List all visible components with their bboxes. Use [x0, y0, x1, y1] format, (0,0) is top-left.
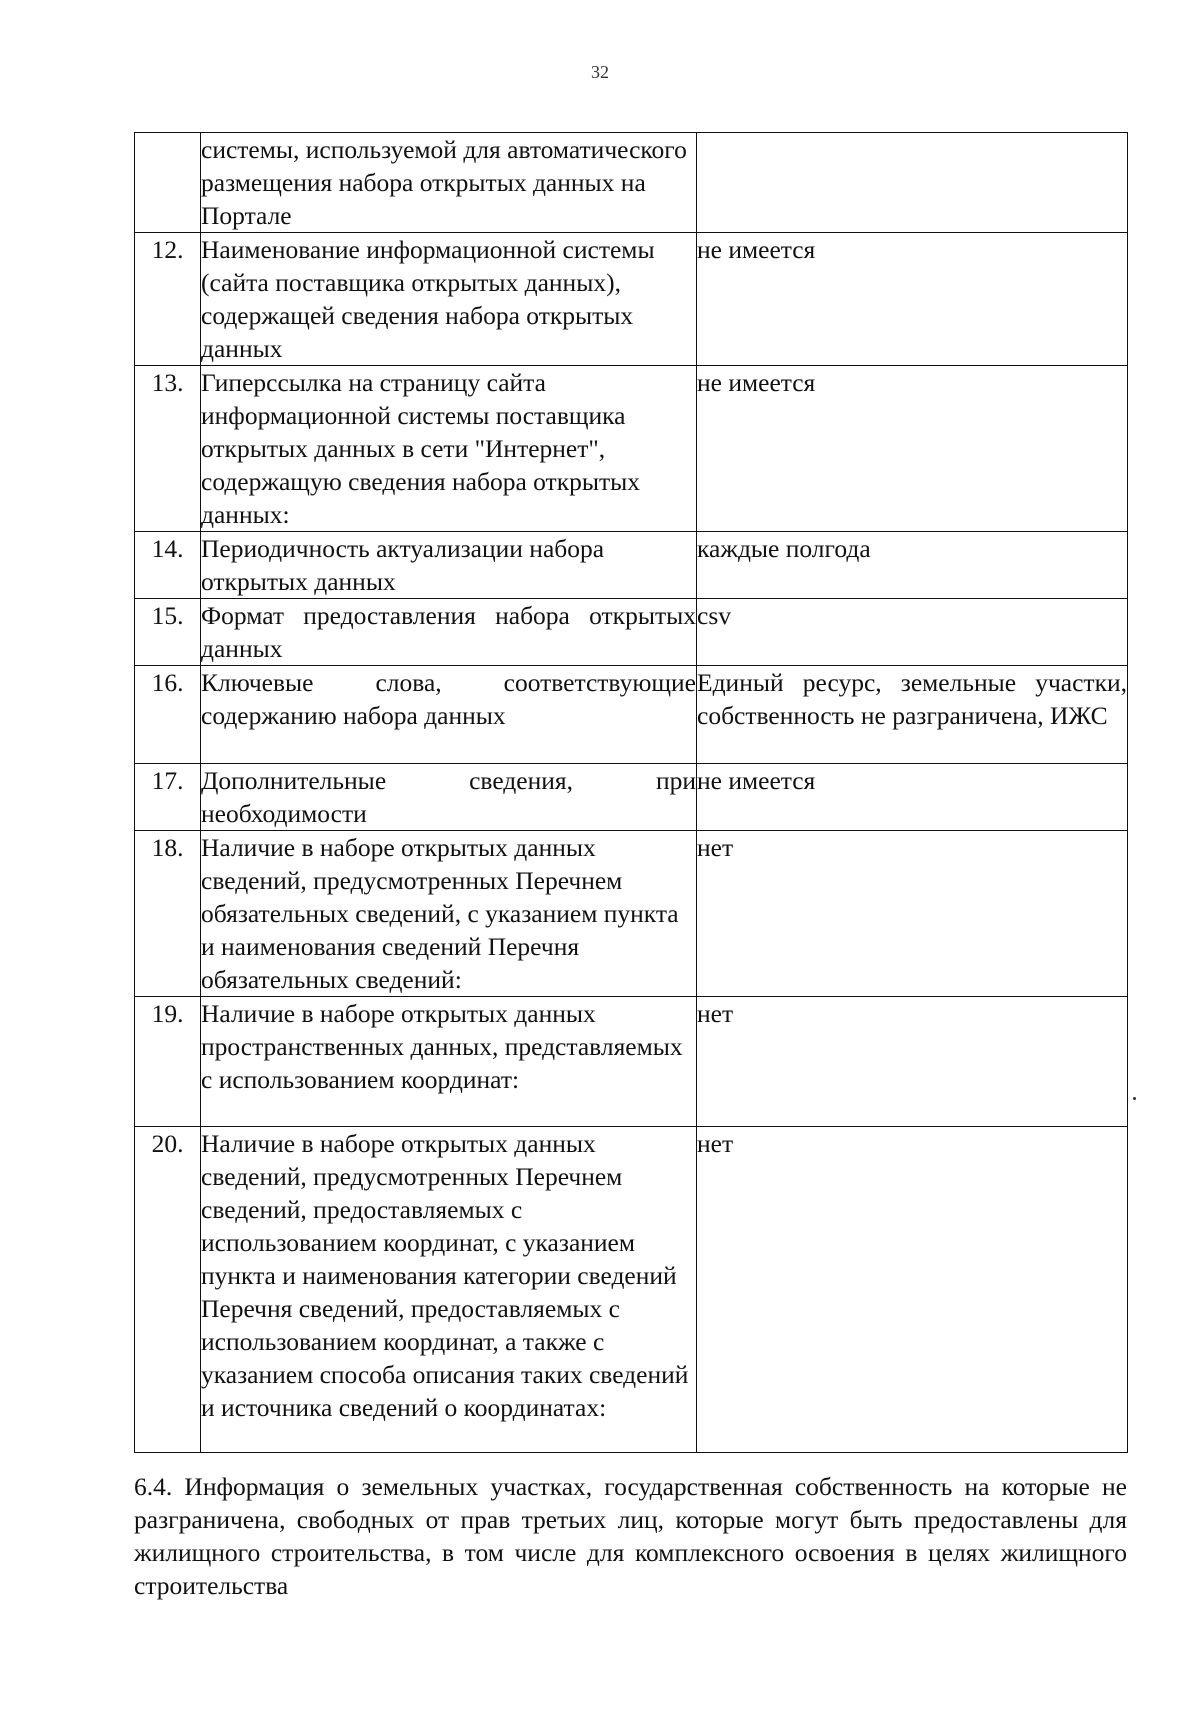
row-value: csv — [697, 599, 1128, 666]
row-number — [135, 133, 201, 233]
row-number: 20. — [135, 1127, 201, 1453]
table-row — [135, 133, 1128, 233]
table-row — [135, 831, 1128, 997]
row-value: не имеется — [697, 366, 1128, 532]
row-value — [697, 133, 1128, 233]
row-name: Формат предоставления набора открытых данных — [201, 599, 697, 666]
table-row — [135, 997, 1128, 1127]
row-value: не имеется — [697, 764, 1128, 831]
row-name: Гиперссылка на страницу сайта информационной системы поставщика открытых данных в сети "Интернет", содержащую сведения набора открытых данных: — [201, 366, 697, 532]
table-row — [135, 366, 1128, 532]
table-row — [135, 599, 1128, 666]
row-number: 13. — [135, 366, 201, 532]
table-row — [135, 666, 1128, 764]
row-name: Дополнительные сведения, при необходимости — [201, 764, 697, 831]
row-number: 19. — [135, 997, 201, 1127]
row-number: 12. — [135, 233, 201, 366]
table-row — [135, 1127, 1128, 1453]
row-number: 14. — [135, 532, 201, 599]
row-value: Единый ресурс, земельные участки, собственность не разграничена, ИЖС — [697, 666, 1128, 764]
table-row — [135, 233, 1128, 366]
row-name: Периодичность актуализации набора открытых данных — [201, 532, 697, 599]
row-number: 18. — [135, 831, 201, 997]
row-value: не имеется — [697, 233, 1128, 366]
dataset-passport-table — [134, 132, 1128, 1453]
row-number: 17. — [135, 764, 201, 831]
scan-speck — [1133, 1097, 1136, 1100]
row-value: нет — [697, 1127, 1128, 1453]
table-row — [135, 764, 1128, 831]
row-name: Наличие в наборе открытых данных пространственных данных, представляемых с использованием координат: — [201, 997, 697, 1127]
row-number: 15. — [135, 599, 201, 666]
page-number: 32 — [591, 62, 609, 82]
row-value: каждые полгода — [697, 532, 1128, 599]
row-name: Ключевые слова, соответствующие содержанию набора данных — [201, 666, 697, 764]
row-name: Наименование информационной системы (сайта поставщика открытых данных), содержащей сведения набора открытых данных — [201, 233, 697, 366]
row-number: 16. — [135, 666, 201, 764]
row-name: Наличие в наборе открытых данных сведений, предусмотренных Перечнем сведений, предоставляемых с использованием координат, с указанием пункта и наименования категории сведений Перечня сведений, предоставляемых с использованием координат, а также с указанием способа описания таких сведений и источника сведений о координатах: — [201, 1127, 697, 1453]
table-row — [135, 532, 1128, 599]
row-name: Наличие в наборе открытых данных сведений, предусмотренных Перечнем обязательных сведений, с указанием пункта и наименования сведений Перечня обязательных сведений: — [201, 831, 697, 997]
section-paragraph-6-4: 6.4. Информация о земельных участках, государственная собственность на которые не разграничена, свободных от прав третьих лиц, которые могут быть предоставлены для жилищного строительства, в том числе для комплексного освоения в целях жилищного строительства — [134, 1472, 1127, 1600]
row-value: нет — [697, 997, 1128, 1127]
row-value: нет — [697, 831, 1128, 997]
row-name: системы, используемой для автоматического размещения набора открытых данных на Портале — [201, 133, 697, 233]
